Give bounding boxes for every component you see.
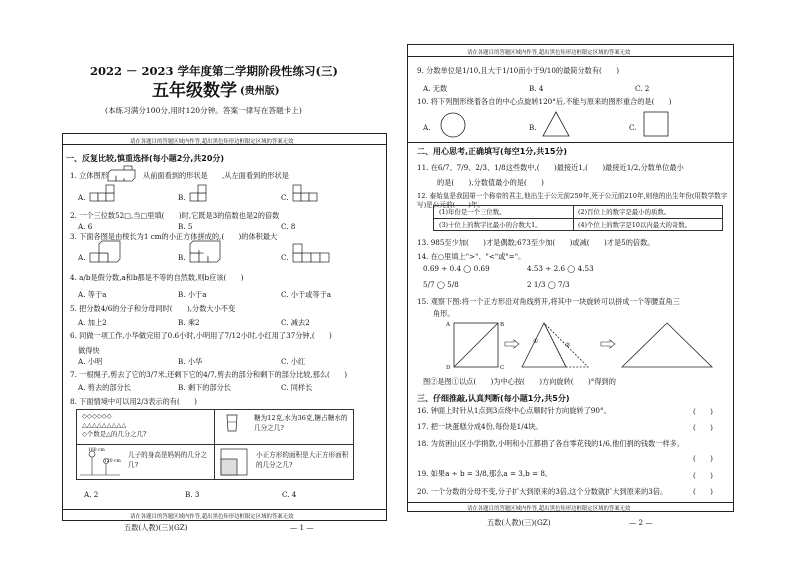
q14-item-2[interactable]: 4.53 ÷ 2.6 ◯ 4.53 — [527, 264, 594, 273]
q12-clue-4: (4)个位上的数字是10以内最大的奇数。 — [578, 221, 692, 229]
arrow-right-icon — [505, 340, 519, 348]
q20-text: 20. 一个分数的分母不变,分子扩大到原来的3倍,这个分数就扩大到原来的3倍。 — [417, 487, 668, 496]
label-b: B — [500, 322, 505, 328]
q12-text: 12. 泰始皇是我国第一个称帝的君主,他出生于公元前259年,死于公元前210年,则他的出生年份(用数学数字写)是公元前( )年。 — [417, 192, 728, 209]
divider — [62, 509, 387, 510]
q14-item-4[interactable]: 2 1/3 ◯ 7/3 — [527, 280, 570, 289]
q1-text-b: 从前面看到的形状是 — [143, 171, 208, 180]
q1-option-b-figure — [190, 185, 206, 201]
q6-text: 6. 同做一项工作,小华做完用了0.6小时,小明用了7/12小时,小红用了37分钟,( ) — [70, 331, 332, 340]
zone-header: 请在各题目的答题区域内作答,超出黑色矩形边框限定区域的答案无效 — [130, 139, 294, 145]
subject-note: (贵州版) — [240, 86, 280, 97]
q8-label-160: 160 cm — [88, 448, 105, 453]
q7-option-b[interactable]: B. 剩下的部分长 — [178, 383, 231, 392]
cup-icon — [226, 414, 238, 432]
q5-text: 5. 把分数4/6的分子和分母同时( ),分数大小不变 — [70, 304, 236, 313]
label-piece-2: ② — [565, 342, 571, 349]
q11-text: 11. 在6/7、7/9、2/3、1/8这些数中,( )最接近1,( )最接近1/2,分数单位最小 — [417, 163, 684, 172]
q12-clue-1: (1)年份是一个三位数。 — [439, 208, 506, 216]
page-two — [397, 0, 794, 561]
q18-answer[interactable]: ( ) — [693, 454, 713, 463]
q3-option-a-figure — [90, 243, 130, 263]
q5-option-a[interactable]: A. 加上2 — [78, 318, 107, 327]
zone-footer: 请在各题目的答题区域内作答,超出黑色矩形边框限定区域的答案无效 — [467, 506, 631, 512]
q1-solid-figure — [108, 166, 140, 182]
divider — [407, 56, 734, 57]
q19-answer[interactable]: ( ) — [693, 471, 713, 480]
q16-answer[interactable]: ( ) — [693, 407, 713, 416]
q15-rotated-figure — [521, 322, 593, 368]
arrow-right-icon — [601, 340, 615, 348]
section-3-title: 三、仔细推敲,认真判断(每小题1分,共5分) — [417, 394, 570, 403]
q10-option-c[interactable]: C. — [629, 123, 637, 132]
q10-text: 10. 将下列图形绕着各自的中心点旋转120°后,不能与原来的图形重合的是( ) — [417, 97, 672, 106]
footer-code: 五数(人教)(三)(GZ) — [124, 523, 188, 532]
table-hline — [433, 218, 723, 219]
q3-option-b[interactable]: B. — [178, 253, 186, 262]
label-a: A — [446, 322, 450, 328]
q11-text-b: 的是( ),分数值最小的是( ) — [437, 178, 544, 187]
section-1-title: 一、反复比较,慎重选择(每小题2分,共20分) — [66, 154, 225, 163]
page-number: — 1 — — [290, 523, 314, 532]
q1-text-c: ,从左面看到的形状是 — [222, 171, 289, 180]
q1-option-b[interactable]: B. — [178, 193, 186, 202]
label-piece-1: ① — [533, 338, 539, 345]
q8-option-a[interactable]: A. 2 — [84, 490, 99, 499]
q19-text: 19. 如果a ÷ b = 3/8,那么a = 3,b = 8。 — [417, 469, 553, 478]
q2-option-a[interactable]: A. 6 — [78, 222, 93, 231]
q10-option-a[interactable]: A. — [423, 123, 431, 132]
triangle-icon — [542, 111, 570, 137]
q9-option-c[interactable]: C. 2 — [635, 84, 650, 93]
q8-option-c[interactable]: C. 4 — [282, 490, 297, 499]
q1-option-a-figure — [90, 185, 114, 201]
q15-square-figure — [453, 322, 499, 368]
q8-cell-height: 儿子的身高是妈妈的几分之几? — [128, 451, 208, 469]
q14-text: 14. 在○里填上">"、"<"或"="。 — [417, 252, 526, 261]
q17-text: 17. 把一块蛋糕分成4份,每份是1/4块。 — [417, 422, 543, 431]
q4-text: 4. a/b是假分数,a和b都是不等的自然数,则b应该( ) — [70, 273, 244, 282]
q12-clue-2: (2)百位上的数字是最小的质数。 — [578, 208, 671, 216]
q2-option-b[interactable]: B. 5 — [178, 222, 193, 231]
q8-table-hline — [76, 444, 354, 445]
q15-fill-text: 图②是图①以点( )为中心按( )方向旋转( )°得到的 — [423, 377, 616, 386]
q8-cell-shapes: ◇◇◇◇◇◇ △△△△△△△△△ ◇个数是△的几分之几? — [82, 412, 147, 438]
q2-text: 2. 一个三位数52□,当□里填( )时,它既是3的倍数也是2的倍数 — [70, 211, 280, 220]
q5-option-b[interactable]: B. 乘2 — [178, 318, 200, 327]
q15-text-b: 角形。 — [433, 309, 455, 318]
q9-option-a[interactable]: A. 无数 — [423, 84, 448, 93]
label-d: D — [446, 365, 451, 371]
q18-text: 18. 为贫困山区小学捐款,小明和小江都捐了各自零花钱的1/6,他们捐的钱数一样多。 — [417, 439, 685, 448]
q7-option-a[interactable]: A. 剪去的部分长 — [78, 383, 131, 392]
q4-option-a[interactable]: A. 等于a — [78, 290, 107, 299]
q2-option-c[interactable]: C. 8 — [281, 222, 296, 231]
q1-option-a[interactable]: A. — [78, 193, 86, 202]
q1-option-c-figure — [293, 185, 317, 201]
q17-answer[interactable]: ( ) — [693, 423, 713, 432]
q14-item-1[interactable]: 0.69 ÷ 0.4 ◯ 0.69 — [423, 264, 490, 273]
q6-option-a[interactable]: A. 小明 — [78, 357, 103, 366]
q12-clue-3: (3)十位上的数字比最小的合数大1。 — [439, 221, 542, 229]
page-number: — 2 — — [629, 518, 653, 527]
section-2-title: 二、用心思考,正确填写(每空1分,共15分) — [417, 147, 568, 156]
q8-cell-sugar: 糖为12克,水为36克,糖占糖水的几分之几? — [254, 414, 348, 432]
divider — [407, 502, 734, 503]
square-icon — [643, 111, 669, 137]
q15-text: 15. 观察下图:将一个正方形沿对角线剪开,将其中一块旋转可以拼成一个等腰直角三 — [417, 297, 680, 306]
q9-text: 9. 分数单位是1/10,且大于1/10而小于9/10的最简分数有( ) — [417, 66, 620, 75]
q8-text: 8. 下面情境中可以用2/3表示的有( ) — [70, 397, 197, 406]
q7-option-c[interactable]: C. 同样长 — [281, 383, 313, 392]
squares-icon — [220, 448, 250, 476]
q15-result-triangle — [621, 322, 713, 368]
q8-option-b[interactable]: B. 3 — [185, 490, 200, 499]
q10-option-b[interactable]: B. — [529, 123, 537, 132]
q3-option-c[interactable]: C. — [281, 253, 289, 262]
q6-option-b[interactable]: B. 小华 — [178, 357, 203, 366]
q9-option-b[interactable]: B. 4 — [529, 84, 544, 93]
zone-header: 请在各题目的答题区域内作答,超出黑色矩形边框限定区域的答案无效 — [467, 50, 631, 56]
q14-item-3[interactable]: 5/7 ◯ 5/8 — [423, 280, 459, 289]
q20-answer[interactable]: ( ) — [693, 487, 713, 496]
q8-label-120: 120 cm — [104, 459, 121, 464]
q13-text: 13. 985至少加( )才是偶数;673至少加( )或减( )才是5的倍数。 — [417, 238, 655, 247]
exam-title: 2022 － 2023 学年度第二学期阶段性练习(三) — [90, 64, 338, 78]
q8-cell-squares: 小正方形的面积是大正方形面积的几分之几? — [256, 451, 349, 469]
label-c: C — [500, 365, 505, 371]
subject-title: 五年级数学 — [152, 81, 237, 101]
instructions: (本练习满分100分,用时120分钟。答案一律写在答题卡上) — [105, 106, 302, 115]
q16-text: 16. 钟面上时针从1点到3点绕中心点顺时针方向旋转了90°。 — [417, 406, 611, 415]
divider — [407, 142, 734, 143]
q3-option-b-figure — [190, 243, 230, 263]
q6-text-b: 做得快 — [78, 346, 100, 355]
q3-option-a[interactable]: A. — [78, 253, 86, 262]
q5-option-c[interactable]: C. 减去2 — [281, 318, 310, 327]
q1-text: 1. 立体图形 — [70, 171, 108, 180]
q4-option-b[interactable]: B. 小于a — [178, 290, 207, 299]
circle-icon — [440, 112, 466, 138]
footer-code: 五数(人教)(三)(GZ) — [487, 518, 551, 527]
q3-option-c-figure — [293, 243, 333, 263]
divider — [62, 144, 387, 145]
q6-option-c[interactable]: C. 小红 — [281, 357, 306, 366]
q3-text: 3. 下面各图是由棱长为1 cm的小正方体拼成的,( )的体积最大 — [70, 232, 278, 241]
zone-footer: 请在各题目的答题区域内作答,超出黑色矩形边框限定区域的答案无效 — [130, 514, 294, 520]
q7-text: 7. 一根绳子,剪去了它的3/7米,还剩下它的4/7,剪去的部分和剩下的部分比较,那么( ) — [70, 370, 348, 379]
q1-option-c[interactable]: C. — [281, 193, 289, 202]
q4-option-c[interactable]: C. 小于或等于a — [281, 290, 332, 299]
